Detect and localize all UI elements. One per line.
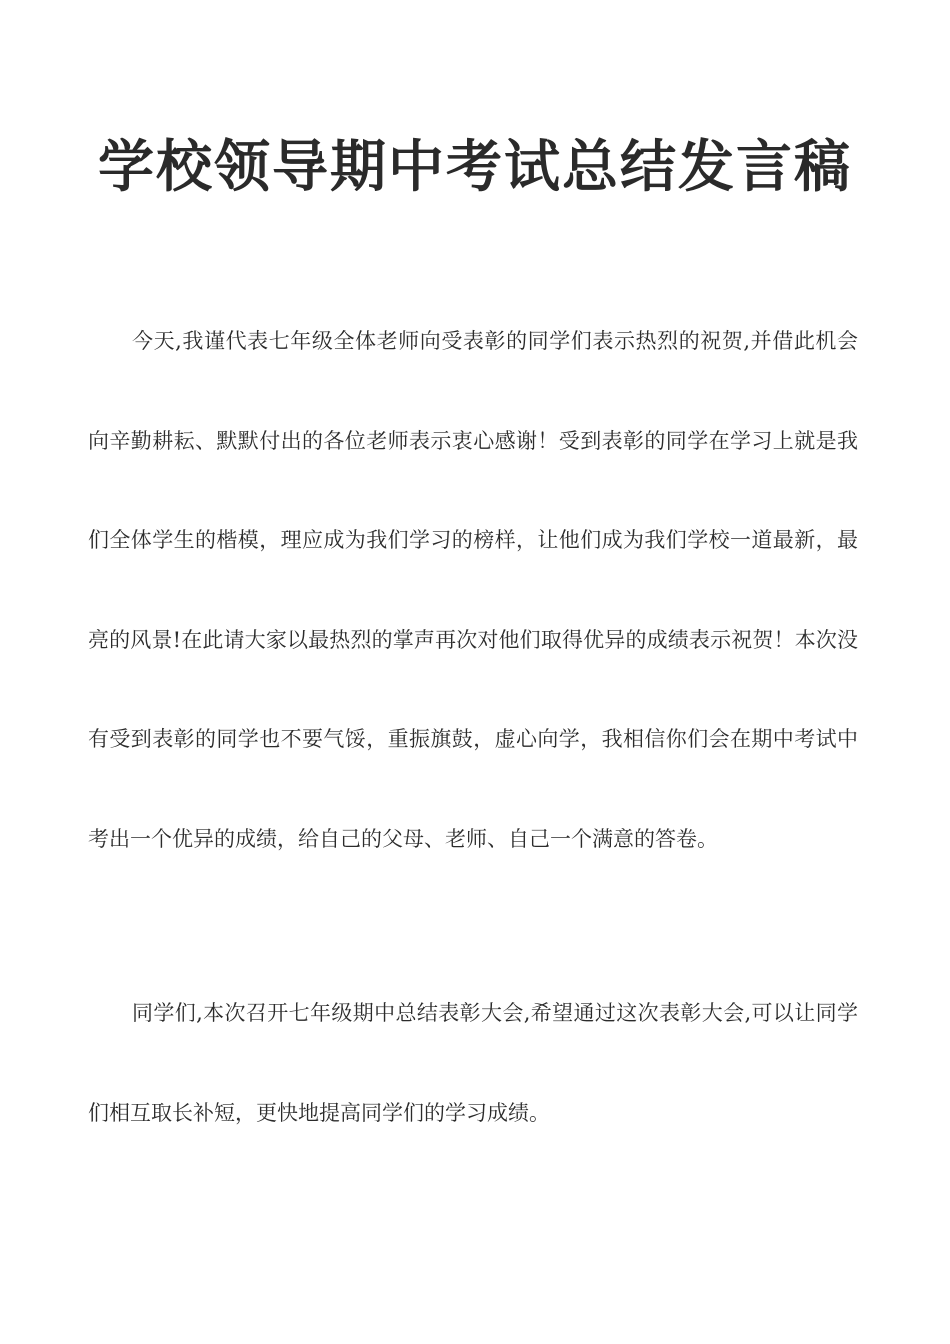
body-paragraph-2: 同学们,本次召开七年级期中总结表彰大会,希望通过这次表彰大会,可以让同学们相互取长补短，更快地提高同学们的学习成绩。 bbox=[88, 1001, 858, 1125]
body-paragraph-1: 今天,我谨代表七年级全体老师向受表彰的同学们表示热烈的祝贺,并借此机会向辛勤耕耘、默默付出的各位老师表示衷心感谢！受到表彰的同学在学习上就是我们全体学生的楷模，理应成为我们学习的榜样，让他们成为我们学校一道最新，最亮的风景!在此请大家以最热烈的掌声再次对他们取得优异的成绩表示祝贺！本次没有受到表彰的同学也不要气馁，重振旗鼓，虚心向学，我相信你们会在期中考试中考出一个优异的成绩，给自己的父母、老师、自己一个满意的答卷。 bbox=[88, 329, 858, 851]
document-title: 学校领导期中考试总结发言稿 bbox=[98, 135, 852, 200]
